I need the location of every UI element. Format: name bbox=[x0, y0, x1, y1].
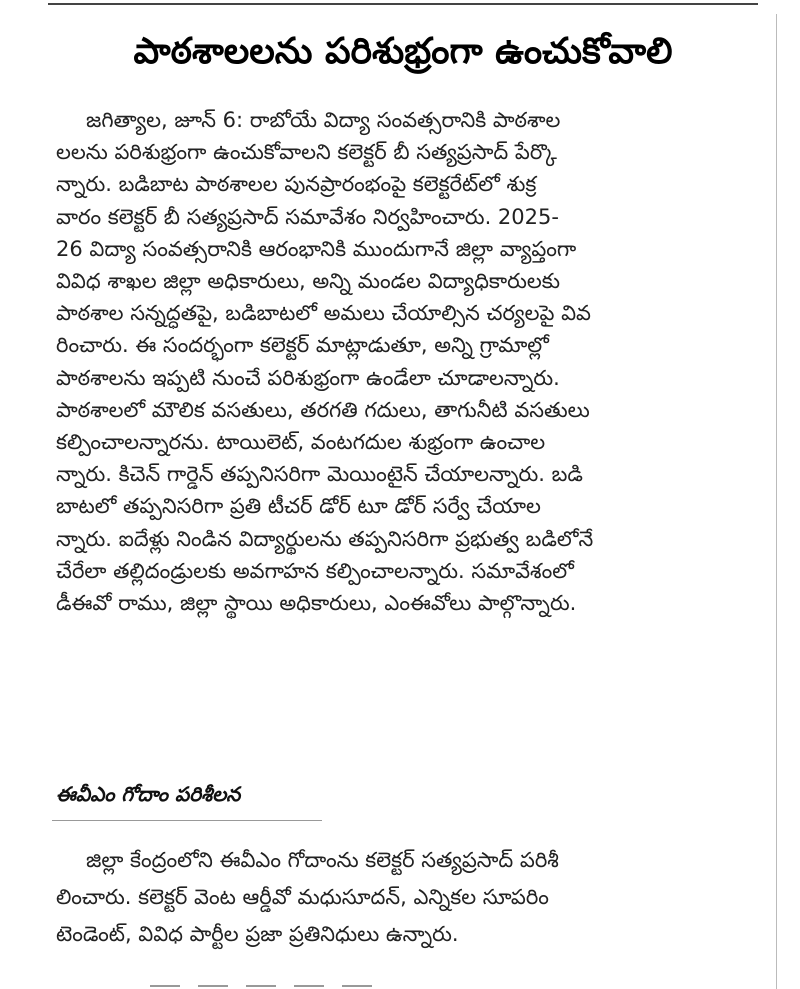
paragraph-line: న్నారు. బడిబాట పాఠశాలల పునప్రారంభంపై కలెక్టరేట్‌లో శుక్ర bbox=[56, 172, 537, 197]
paragraph-line: వివిధ శాఖల జిల్లా అధికారులు, అన్ని మండల విద్యాధికారులకు bbox=[56, 269, 560, 294]
article-paragraph-1 bbox=[56, 104, 758, 619]
paragraph-line: డీఈవో రాము, జిల్లా స్థాయి అధికారులు, ఎంఈవోలు పాల్గొన్నారు. bbox=[56, 591, 577, 616]
paragraph-line: లించారు. కలెక్టర్ వెంట ఆర్డీవో మధుసూదన్, ఎన్నికల సూపరిం bbox=[56, 885, 549, 909]
article-paragraph-2 bbox=[56, 842, 758, 953]
paragraph-line: టెండెంట్, వివిధ పార్టీల ప్రజా ప్రతినిధులు ఉన్నారు. bbox=[56, 922, 459, 946]
column-divider bbox=[776, 14, 777, 989]
paragraph-line: జిల్లా కేంద్రంలోని ఈవీఎం గోదాంను కలెక్టర్ సత్యప్రసాద్ పరిశీ bbox=[86, 848, 559, 872]
paragraph-line: న్నారు. కిచెన్ గార్డెన్ తప్పనిసరిగా మెయింటైన్ చేయాలన్నారు. బడి bbox=[56, 462, 583, 487]
paragraph-line: కల్పించాలన్నారను. టాయిలెట్, వంటగదుల శుభ్రంగా ఉంచాల bbox=[56, 430, 546, 455]
article-headline: పాఠశాలలను పరిశుభ్రంగా ఉంచుకోవాలి bbox=[133, 31, 673, 72]
paragraph-line: లలను పరిశుభ్రంగా ఉంచుకోవాలని కలెక్టర్ బీ సత్యప్రసాద్ పేర్కొ bbox=[56, 140, 557, 165]
top-divider bbox=[48, 3, 758, 5]
paragraph-line: రించారు. ఈ సందర్భంగా కలెక్టర్ మాట్లాడుతూ, అన్ని గ్రామాల్లో bbox=[56, 333, 549, 358]
paragraph-line: 26 విద్యా సంవత్సరానికి ఆరంభానికి ముందుగానే జిల్లా వ్యాప్తంగా bbox=[56, 236, 577, 261]
paragraph-line: న్నారు. ఐదేళ్లు నిండిన విద్యార్థులను తప్పనిసరిగా ప్రభుత్వ బడిలోనే bbox=[56, 526, 594, 551]
paragraph-line: పాఠశాలలో మౌలిక వసతులు, తరగతి గదులు, తాగునీటి వసతులు bbox=[56, 397, 590, 422]
cut-off-next-text bbox=[150, 982, 400, 989]
subheading-divider bbox=[52, 820, 322, 821]
paragraph-line: వారం కలెక్టర్ బీ సత్యప్రసాద్ సమావేశం నిర్వహించారు. 2025- bbox=[56, 204, 559, 229]
paragraph-line: పాఠశాల సన్నద్ధతపై, బడిబాటలో అమలు చేయాల్సిన చర్యలపై వివ bbox=[56, 301, 591, 326]
paragraph-line: చేరేలా తల్లిదండ్రులకు అవగాహన కల్పించాలన్నారు. సమావేశంలో bbox=[56, 558, 574, 583]
paragraph-line: పాఠశాలను ఇప్పటి నుంచే పరిశుభ్రంగా ఉండేలా చూడాలన్నారు. bbox=[56, 365, 560, 390]
paragraph-line: జగిత్యాల, జూన్ 6: రాబోయే విద్యా సంవత్సరానికి పాఠశాల bbox=[86, 108, 561, 132]
article-subheading: ఈవీఎం గోదాం పరిశీలన bbox=[56, 782, 241, 806]
paragraph-line: బాటలో తప్పనిసరిగా ప్రతి టీచర్ డోర్ టూ డోర్ సర్వే చేయాల bbox=[56, 494, 541, 519]
